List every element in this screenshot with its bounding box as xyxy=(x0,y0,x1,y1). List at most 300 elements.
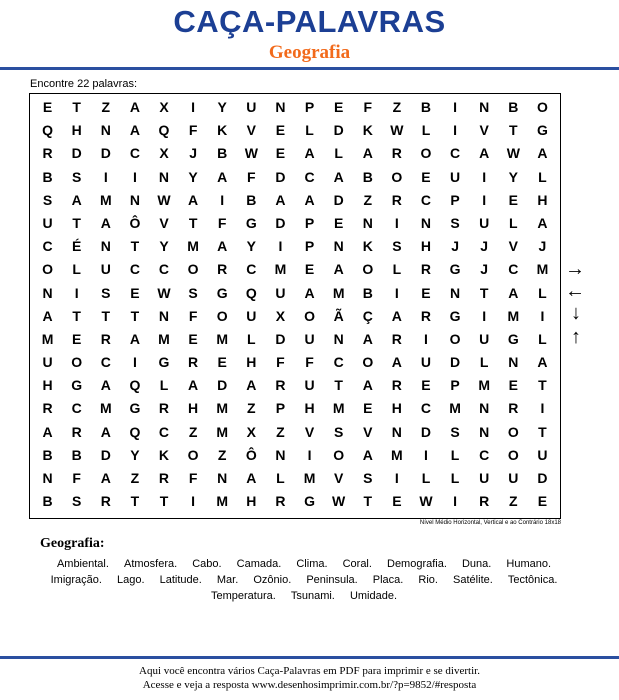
grid-cell: D xyxy=(217,377,228,394)
grid-cell: L xyxy=(276,470,285,486)
grid-cell: A xyxy=(100,470,111,486)
grid-cell: I xyxy=(74,284,79,301)
grid-cell: C xyxy=(129,261,140,278)
grid-cell: I xyxy=(482,191,487,208)
grid-cell: A xyxy=(100,214,111,231)
grid-cell: P xyxy=(304,99,315,115)
grid-cell: F xyxy=(217,214,227,231)
grid-cell: M xyxy=(449,400,461,417)
grid-cell: W xyxy=(157,191,171,208)
grid-cell: I xyxy=(453,493,458,510)
grid-cell: A xyxy=(304,191,315,208)
grid-cell: P xyxy=(450,191,460,208)
grid-cell: O xyxy=(216,307,228,324)
grid-cell: R xyxy=(420,261,432,278)
grid-cell: Q xyxy=(42,122,53,139)
word-list-item: Satélite. xyxy=(453,574,493,586)
grid-cell: A xyxy=(508,284,519,301)
grid-cell: A xyxy=(275,191,286,208)
grid-cell: R xyxy=(100,493,111,510)
grid-cell: M xyxy=(99,191,112,208)
grid-cell: S xyxy=(71,493,82,510)
grid-cell: N xyxy=(479,400,490,417)
grid-row xyxy=(33,328,557,351)
grid-cell: R xyxy=(217,261,228,278)
grid-cell: I xyxy=(540,400,545,417)
grid-cell: X xyxy=(275,307,286,324)
grid-cell: S xyxy=(392,238,402,255)
grid-cell: T xyxy=(72,214,81,231)
grid-row xyxy=(33,212,557,235)
grid-cell: M xyxy=(216,330,229,347)
grid-row xyxy=(33,374,557,397)
grid-cell: A xyxy=(537,214,548,231)
grid-cell: N xyxy=(508,354,519,371)
grid-cell: U xyxy=(42,354,53,371)
grid-cell: Y xyxy=(188,168,198,185)
word-list-item: Camada. xyxy=(236,558,282,570)
grid-cell: H xyxy=(304,400,315,417)
grid-cell: R xyxy=(42,145,53,162)
grid-row xyxy=(33,421,557,444)
grid-cell: B xyxy=(71,446,82,463)
grid-cell: E xyxy=(421,377,431,394)
grid-cell: D xyxy=(100,446,111,463)
grid-cell: F xyxy=(188,307,198,324)
word-list-heading: Geografia: xyxy=(40,536,105,551)
grid-cell: C xyxy=(420,400,432,417)
grid-cell: H xyxy=(42,377,53,394)
grid-cell: M xyxy=(41,330,54,347)
grid-cell: U xyxy=(537,446,548,463)
grid-cell: I xyxy=(103,168,108,185)
grid-cell: B xyxy=(42,493,53,510)
grid-cell: N xyxy=(333,330,344,347)
grid-cell: H xyxy=(246,354,257,371)
grid-cell: C xyxy=(71,400,82,417)
word-search-grid xyxy=(29,93,561,519)
grid-cell: L xyxy=(450,446,460,463)
grid-cell: T xyxy=(130,238,140,255)
grid-cell: E xyxy=(275,122,286,139)
grid-cell: A xyxy=(362,446,373,463)
grid-cell: B xyxy=(42,168,53,185)
grid-cell: E xyxy=(333,99,344,115)
word-list-item: Imigração. xyxy=(50,574,102,586)
grid-cell: V xyxy=(304,423,315,440)
grid-cell: R xyxy=(508,400,519,417)
grid-row xyxy=(33,305,557,328)
grid-row xyxy=(33,467,557,490)
grid-cell: D xyxy=(420,423,432,440)
grid-cell: Y xyxy=(508,168,518,185)
grid-cell: A xyxy=(129,122,140,139)
grid-cell: O xyxy=(449,330,461,347)
grid-cell: W xyxy=(332,493,346,510)
grid-cell: I xyxy=(394,214,399,231)
grid-cell: O xyxy=(507,423,519,440)
grid-cell: M xyxy=(332,400,345,417)
grid-cell: O xyxy=(362,354,374,371)
grid-cell: W xyxy=(157,284,171,301)
grid-cell: M xyxy=(216,400,229,417)
grid-cell: J xyxy=(538,238,547,255)
grid-cell: M xyxy=(536,261,549,278)
word-list-item: Mar. xyxy=(216,574,239,586)
grid-cell: R xyxy=(275,493,286,510)
grid-cell: E xyxy=(217,354,227,371)
grid-cell: A xyxy=(246,470,257,486)
grid-cell: Q xyxy=(245,284,257,301)
word-list xyxy=(30,556,578,604)
grid-cell: E xyxy=(275,145,286,162)
grid-cell: Ô xyxy=(245,446,257,463)
grid-cell: N xyxy=(217,470,228,486)
grid-cell: M xyxy=(332,284,345,301)
word-list-item: Tsunami. xyxy=(290,590,335,602)
grid-cell: G xyxy=(304,493,315,510)
grid-cell: A xyxy=(537,145,548,162)
grid-cell: M xyxy=(99,400,112,417)
grid-cell: O xyxy=(71,354,83,371)
grid-cell: U xyxy=(508,470,519,486)
grid-cell: C xyxy=(508,261,519,278)
grid-cell: A xyxy=(362,377,373,394)
grid-cell: U xyxy=(479,330,490,347)
grid-cell: L xyxy=(538,330,547,347)
grid-cell: T xyxy=(72,99,81,115)
grid-cell: U xyxy=(479,214,490,231)
grid-cell: N xyxy=(100,122,111,139)
grid-cell: C xyxy=(158,423,170,440)
grid-cell: A xyxy=(217,168,228,185)
grid-cell: A xyxy=(188,377,199,394)
grid-cell: V xyxy=(479,122,489,139)
grid-cell: A xyxy=(71,191,82,208)
grid-cell: G xyxy=(129,400,141,417)
grid-cell: F xyxy=(363,99,373,115)
grid-cell: J xyxy=(451,238,459,255)
grid-cell: C xyxy=(246,261,257,278)
word-list-item: Humano. xyxy=(506,558,552,570)
grid-cell: T xyxy=(101,307,111,324)
grid-cell: R xyxy=(188,354,199,371)
grid-cell: B xyxy=(42,446,53,463)
grid-cell: E xyxy=(421,284,431,301)
grid-cell: P xyxy=(304,238,315,255)
grid-cell: U xyxy=(304,330,315,347)
grid-cell: Z xyxy=(188,423,198,440)
grid-cell: T xyxy=(130,493,140,510)
word-list-item: Temperatura. xyxy=(210,590,276,602)
grid-cell: O xyxy=(391,168,403,185)
grid-cell: X xyxy=(246,423,256,440)
grid-cell: A xyxy=(479,145,490,162)
grid-cell: I xyxy=(307,446,312,463)
grid-cell: L xyxy=(509,214,518,231)
word-list-item: Lago. xyxy=(117,574,145,586)
letter-grid xyxy=(33,96,557,513)
grid-cell: C xyxy=(450,145,461,162)
grid-cell: W xyxy=(244,145,258,162)
grid-cell: O xyxy=(42,261,53,278)
grid-cell: V xyxy=(159,214,169,231)
grid-cell: V xyxy=(508,238,518,255)
grid-cell: R xyxy=(158,470,170,486)
grid-cell: N xyxy=(129,191,140,208)
grid-cell: M xyxy=(216,423,229,440)
grid-cell: I xyxy=(132,168,137,185)
grid-cell: A xyxy=(391,307,402,324)
grid-cell: V xyxy=(363,423,373,440)
grid-cell: S xyxy=(101,284,111,301)
grid-cell: E xyxy=(363,400,373,417)
grid-cell: I xyxy=(424,330,428,347)
grid-cell: G xyxy=(449,261,461,278)
grid-cell: A xyxy=(188,191,199,208)
grid-cell: S xyxy=(363,470,373,486)
grid-cell: O xyxy=(187,446,199,463)
grid-cell: B xyxy=(508,99,519,115)
word-list-item: Ambiental. xyxy=(56,558,109,570)
word-list-item: Rio. xyxy=(418,574,438,586)
grid-cell: Q xyxy=(158,122,170,139)
grid-cell: H xyxy=(71,122,82,139)
grid-cell: B xyxy=(420,99,432,115)
grid-cell: C xyxy=(158,261,170,278)
grid-cell: L xyxy=(159,377,169,394)
grid-cell: Ô xyxy=(129,214,141,231)
grid-cell: D xyxy=(333,191,344,208)
grid-row xyxy=(33,96,557,119)
grid-cell: Z xyxy=(363,191,373,208)
grid-cell: D xyxy=(275,168,286,185)
grid-cell: Z xyxy=(509,493,518,510)
grid-cell: W xyxy=(506,145,520,162)
grid-cell: Z xyxy=(130,470,140,486)
grid-cell: G xyxy=(71,377,83,394)
grid-cell: L xyxy=(538,168,547,185)
word-list-item: Ozônio. xyxy=(253,574,292,586)
arrow-left-icon: ← xyxy=(565,280,585,302)
grid-cell: I xyxy=(394,284,399,301)
grid-cell: G xyxy=(536,122,548,139)
grid-cell: R xyxy=(42,400,53,417)
grid-cell: A xyxy=(304,145,315,162)
grid-cell: N xyxy=(158,307,170,324)
grid-cell: G xyxy=(158,354,170,371)
grid-cell: Z xyxy=(247,400,256,417)
word-list-item: Latitude. xyxy=(159,574,202,586)
grid-cell: A xyxy=(362,330,373,347)
arrow-right-icon: → xyxy=(565,258,585,280)
grid-cell: A xyxy=(100,377,111,394)
grid-cell: U xyxy=(42,214,53,231)
grid-row xyxy=(33,282,557,305)
grid-cell: G xyxy=(449,307,461,324)
grid-cell: A xyxy=(362,145,373,162)
grid-cell: B xyxy=(362,284,373,301)
grid-cell: A xyxy=(537,354,548,371)
grid-cell: O xyxy=(507,446,519,463)
grid-cell: E xyxy=(71,330,82,347)
grid-cell: R xyxy=(71,423,82,440)
footer-line-2: Acesse e veja a resposta www.desenhosimprimir.com.br/?p=9852/#resposta xyxy=(142,679,477,691)
grid-cell: U xyxy=(246,99,257,115)
grid-cell: I xyxy=(220,191,225,208)
grid-cell: V xyxy=(333,470,344,486)
grid-cell: Z xyxy=(392,99,402,115)
grid-cell: L xyxy=(247,330,256,347)
grid-cell: N xyxy=(275,99,286,115)
grid-cell: L xyxy=(479,354,489,371)
grid-cell: T xyxy=(479,284,489,301)
grid-cell: S xyxy=(450,214,460,231)
grid-cell: R xyxy=(420,307,432,324)
grid-cell: T xyxy=(363,493,373,510)
grid-cell: M xyxy=(274,261,287,278)
grid-cell: P xyxy=(304,214,315,231)
grid-cell: C xyxy=(42,238,53,255)
grid-cell: L xyxy=(392,261,402,278)
grid-cell: Ç xyxy=(362,307,373,324)
grid-cell: I xyxy=(453,122,458,139)
direction-arrows xyxy=(565,258,595,353)
page-title: CAÇA-PALAVRAS xyxy=(173,4,446,39)
grid-cell: E xyxy=(188,330,198,347)
grid-row xyxy=(33,166,557,189)
grid-cell: F xyxy=(247,168,256,185)
grid-cell: A xyxy=(217,238,228,255)
grid-cell: I xyxy=(394,470,399,486)
grid-cell: H xyxy=(188,400,199,417)
grid-cell: F xyxy=(305,354,314,371)
grid-cell: O xyxy=(304,307,315,324)
grid-cell: T xyxy=(130,307,140,324)
grid-cell: N xyxy=(450,284,461,301)
grid-cell: K xyxy=(217,122,228,139)
grid-cell: I xyxy=(540,307,545,324)
grid-cell: C xyxy=(333,354,344,371)
grid-cell: E xyxy=(42,99,53,115)
grid-cell: U xyxy=(304,377,315,394)
grid-row xyxy=(33,142,557,165)
grid-cell: R xyxy=(158,400,170,417)
grid-cell: H xyxy=(391,400,402,417)
arrow-up-icon: ↑ xyxy=(571,326,581,348)
grid-cell: N xyxy=(391,423,402,440)
grid-cell: Z xyxy=(276,423,285,440)
grid-cell: M xyxy=(507,307,520,324)
grid-cell: H xyxy=(420,238,432,255)
grid-row xyxy=(33,351,557,374)
footer xyxy=(0,664,619,692)
grid-cell: N xyxy=(42,284,53,301)
word-list-item: Clima. xyxy=(296,558,328,570)
grid-cell: U xyxy=(420,354,432,371)
grid-cell: J xyxy=(480,238,489,255)
grid-cell: T xyxy=(538,377,547,394)
grid-cell: C xyxy=(304,168,315,185)
grid-cell: B xyxy=(246,191,257,208)
grid-cell: O xyxy=(362,261,374,278)
grid-cell: R xyxy=(391,191,402,208)
arrow-down-icon: ↓ xyxy=(571,302,581,324)
grid-cell: U xyxy=(100,261,111,278)
grid-cell: W xyxy=(419,493,433,510)
top-divider xyxy=(0,67,619,70)
grid-cell: U xyxy=(450,168,461,185)
grid-cell: E xyxy=(304,261,315,278)
grid-cell: I xyxy=(132,354,137,371)
grid-cell: J xyxy=(189,145,197,162)
grid-cell: O xyxy=(187,261,199,278)
grid-cell: G xyxy=(216,284,228,301)
grid-cell: Y xyxy=(217,99,227,115)
grid-cell: L xyxy=(538,284,547,301)
grid-cell: N xyxy=(362,214,373,231)
grid-cell: T xyxy=(538,423,547,440)
grid-cell: A xyxy=(42,307,53,324)
footer-line-1: Aqui você encontra vários Caça-Palavras em PDF para imprimir e se divertir. xyxy=(139,665,480,677)
grid-cell: Q xyxy=(129,377,141,394)
grid-cell: H xyxy=(246,493,257,510)
grid-cell: P xyxy=(275,400,286,417)
grid-cell: M xyxy=(216,493,229,510)
grid-cell: S xyxy=(188,284,198,301)
grid-cell: T xyxy=(188,214,198,231)
grid-cell: I xyxy=(453,99,458,115)
grid-cell: N xyxy=(420,214,432,231)
grid-cell: I xyxy=(482,168,487,185)
grid-cell: X xyxy=(159,145,169,162)
grid-cell: A xyxy=(304,284,315,301)
grid-cell: O xyxy=(333,446,345,463)
grid-cell: S xyxy=(42,191,53,208)
grid-cell: S xyxy=(333,423,344,440)
grid-cell: A xyxy=(246,377,257,394)
grid-cell: D xyxy=(333,122,344,139)
grid-row xyxy=(33,119,557,142)
grid-row xyxy=(33,235,557,258)
grid-cell: Ã xyxy=(333,307,344,324)
word-list-item: Coral. xyxy=(342,558,372,570)
grid-cell: L xyxy=(72,261,81,278)
grid-cell: L xyxy=(450,470,460,486)
instructions: Encontre 22 palavras: xyxy=(30,78,138,90)
grid-cell: X xyxy=(159,99,169,115)
grid-cell: I xyxy=(191,99,196,115)
grid-row xyxy=(33,258,557,281)
grid-row xyxy=(33,189,557,212)
grid-cell: U xyxy=(275,284,286,301)
grid-cell: M xyxy=(187,238,199,255)
bottom-divider xyxy=(0,656,619,659)
grid-cell: R xyxy=(391,377,402,394)
grid-cell: V xyxy=(246,122,256,139)
grid-cell: D xyxy=(275,330,286,347)
grid-cell: A xyxy=(42,423,53,440)
grid-cell: N xyxy=(479,423,490,440)
grid-cell: B xyxy=(362,168,373,185)
grid-cell: C xyxy=(479,446,490,463)
grid-cell: O xyxy=(420,145,432,162)
grid-cell: E xyxy=(537,493,548,510)
grid-cell: C xyxy=(129,145,140,162)
grid-cell: G xyxy=(507,330,519,347)
page-subtitle: Geografia xyxy=(268,42,351,63)
grid-cell: R xyxy=(100,330,111,347)
